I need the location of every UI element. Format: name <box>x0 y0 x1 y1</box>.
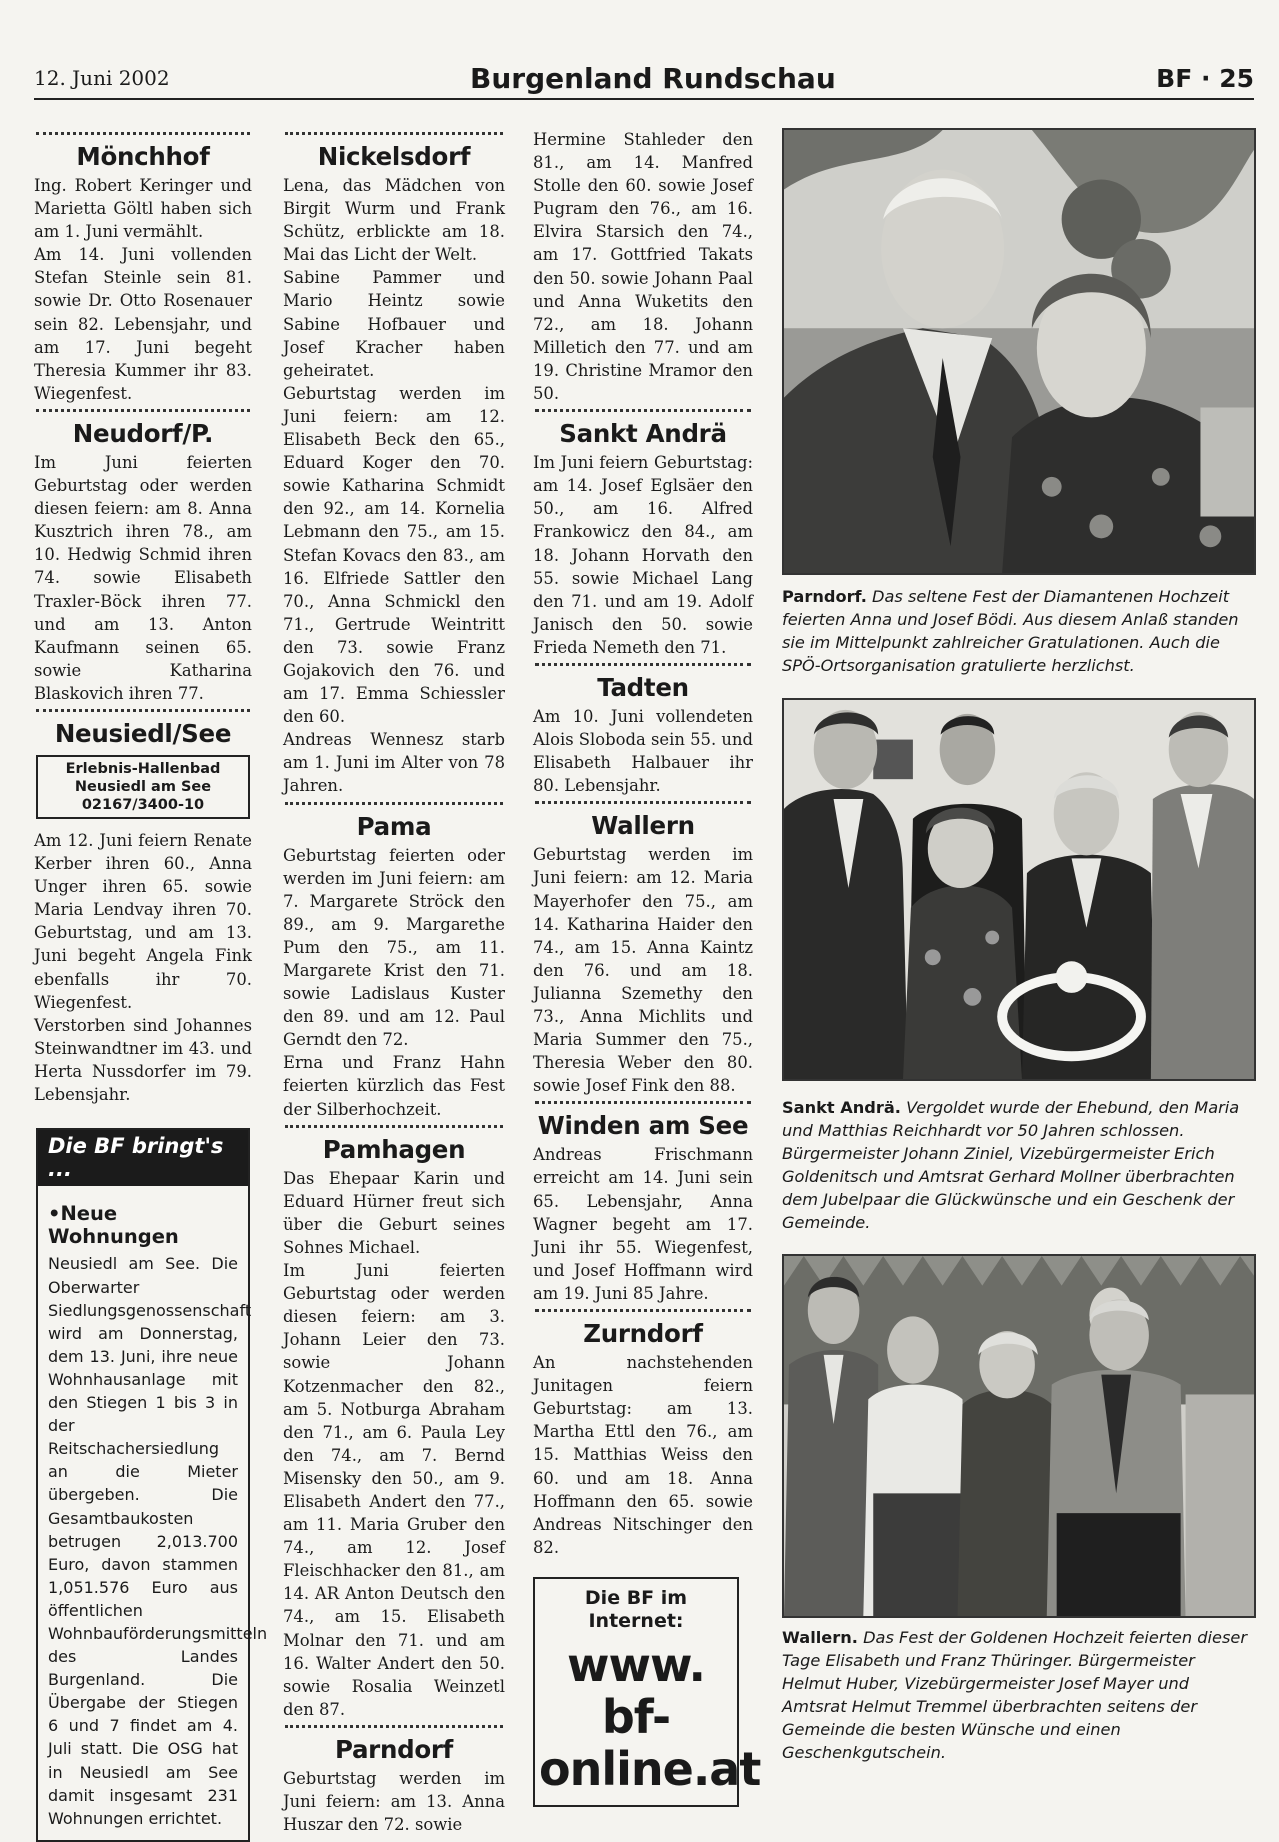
section-title-pamhagen: Pamhagen <box>322 1134 466 1164</box>
website-url-link[interactable] <box>539 1638 761 1797</box>
paragraph: Lena, das Mädchen von Birgit Wurm und Frank Schütz, erblickte am 18. Mai das Licht der Welt. <box>283 176 505 265</box>
section-text <box>533 1351 753 1559</box>
paragraph: Am 14. Juni vollenden Stefan Steinle sein 81. sowie Dr. Otto Rosenauer sein 82. Lebensjahr, und am 17. Juni begeht Theresia Kummer ihr 83. Wiegenfest. <box>34 245 252 403</box>
page-header <box>34 62 1254 100</box>
section-title-nickelsdorf: Nickelsdorf <box>317 142 471 171</box>
url-part: www. <box>566 1638 706 1693</box>
section-text <box>533 705 753 797</box>
issue-date: 12. Juni 2002 <box>34 66 170 90</box>
paragraph: Im Juni feierten Geburtstag oder werden diesen feiern: am 3. Johann Leier den 73. sowie Johann Kotzenmacher den 82., am 5. Notburga Abraham den 71., am 6. Paula Ley den 74., am 7. Bernd Misensky den 50., am 9. Elisabeth Andert den 77., am 11. Maria Gruber den 74., am 12. Josef Fleischhacker den 81., am 14. AR Anton Deutsch den 74., am 15. Elisabeth Molnar den 71. und am 16. Walter Andert den 50. sowie Rosalia Weinzetl den 87. <box>283 1261 505 1719</box>
dotted-divider <box>285 1125 503 1131</box>
bf-box-subheading: •Neue Wohnungen <box>48 1202 179 1249</box>
hallenbad-info-box <box>36 755 250 819</box>
group-photo-graphic <box>784 700 1254 1079</box>
info-line: Neusiedl am See <box>74 778 212 795</box>
caption-sankt-andrae <box>782 1096 1258 1234</box>
paragraph: Geburtstag werden im Juni feiern: am 12. Elisabeth Beck den 65., Eduard Koger den 70. sowie Katharina Schmidt den 92., am 14. Kornelia Lebmann den 75., am 15. Stefan Kovacs den 83., am 16. Elfriede Sattler den 70., Anna Schmickl den 71., Gertrude Weintritt den 73. sowie Franz Gojakovich den 76. und am 17. Emma Schiessler den 60. <box>283 383 505 727</box>
section-title-zurndorf: Zurndorf <box>583 1319 703 1349</box>
section-text <box>533 843 753 1097</box>
photo-sankt-andrae-group <box>782 698 1256 1081</box>
section-title-moenchhof: Mönchhof <box>76 142 210 171</box>
section-title-parndorf: Parndorf <box>334 1734 454 1764</box>
section-text <box>283 1167 505 1721</box>
dotted-divider <box>535 663 751 669</box>
dotted-divider <box>535 409 751 415</box>
paragraph: Im Juni feierten Geburtstag oder werden diesen feiern: am 8. Anna Kusztrich ihren 78., am 10. Hedwig Schmid ihren 74. sowie Elisabeth Traxler-Böck ihren 77. und am 13. Anton Kaufmann seinen 65. sowie Katharina Blaskovich ihren 77. <box>34 452 252 703</box>
column-2 <box>283 128 505 1836</box>
paragraph: Andreas Wennesz starb am 1. Juni im Alter von 78 Jahren. <box>283 730 505 796</box>
paragraph: Geburtstag feierten oder werden im Juni feiern: am 7. Margarete Ströck den 89., am 9. Margarethe Pum den 75., am 11. Margarete Krist den 71. sowie Ladislaus Kuster den 89. und am 12. Paul Gerndt den 72. <box>283 845 505 1050</box>
section-text <box>34 829 252 1106</box>
paragraph: Neusiedl am See. Die Oberwarter Siedlungsgenossenschaft wird am Donnerstag, dem 13. Juni, ihre neue Wohnhausanlage mit den Stiegen 1 bis 3 in der Reitschachersiedlung an die Mieter übergeben. Die Gesamtbaukosten betrugen 2,013.700 Euro, davon stammen 1,051.576 Euro aus öffentlichen Wohnbauförderungsmitteln des Landes Burgenland. Die Übergabe der Stiegen 6 und 7 findet am 4. Juli statt. Die OSG hat in Neusiedl am See damit insgesamt 231 Wohnungen errichtet. <box>48 1254 268 1828</box>
dotted-divider <box>535 1101 751 1107</box>
info-phone: 02167/3400-10 <box>81 796 205 813</box>
caption-wallern <box>782 1626 1258 1764</box>
column-1 <box>34 128 268 1842</box>
paragraph: Geburtstag werden im Juni feiern: am 12. Maria Mayerhofer den 75., am 14. Katharina Haider den 74., am 15. Anna Kaintz den 76. und am 18. Julianna Szemethy den 73., Anna Michlits und Maria Summer den 75., Theresia Weber den 80. sowie Josef Fink den 88. <box>533 845 753 1096</box>
caption-text: Das Fest der Goldenen Hochzeit feierten dieser Tage Elisabeth und Franz Thüringer. Bürgermeister Helmut Huber, Vizebürgermeister Josef Mayer und Amtsrat Helmut Tremmel überbrachten seitens der Gemeinde die besten Wünsche und einen Geschenkgutschein. <box>782 1628 1248 1762</box>
section-text <box>34 174 252 405</box>
dotted-divider <box>535 1309 751 1315</box>
internet-ad-label: Die BF im Internet: <box>584 1586 688 1632</box>
paragraph: Sabine Pammer und Mario Heintz sowie Sabine Hofbauer und Josef Kracher haben geheiratet. <box>283 268 505 380</box>
paragraph: Hermine Stahleder den 81., am 14. Manfred Stolle den 60. sowie Josef Pugram den 76., am 16. Elvira Starsich den 74., am 17. Gottfried Takats den 50. sowie Johann Paal und Anna Wuketits den 72., am 18. Johann Milletich den 77. und am 19. Christine Mramor den 50. <box>533 130 753 404</box>
caption-text: Vergoldet wurde der Ehebund, den Maria und Matthias Reichhardt vor 50 Jahren schlossen. Bürgermeister Johann Ziniel, Vizebürgermeister Erich Goldenitsch und Amtsrat Gerhard Mollner überbrachten dem Jubelpaar die Glückwünsche und ein Geschenk der Gemeinde. <box>782 1098 1240 1232</box>
section-title-neudorf: Neudorf/P. <box>72 418 214 448</box>
dotted-divider <box>285 1725 503 1731</box>
bf-bringts-box <box>36 1128 268 1842</box>
photo-wallern-group <box>782 1254 1256 1618</box>
paragraph: Erna und Franz Hahn feierten kürzlich das Fest der Silberhochzeit. <box>283 1053 505 1119</box>
caption-place: Sankt Andrä. <box>782 1098 901 1117</box>
paragraph: Am 12. Juni feiern Renate Kerber ihren 60., Anna Unger ihren 65. sowie Maria Lendvay ihren 70. Geburtstag, und am 13. Juni begeht Angela Fink ebenfalls ihr 70. Wiegenfest. <box>34 830 252 1012</box>
caption-place: Wallern. <box>782 1628 858 1647</box>
paragraph: Am 10. Juni vollendeten Alois Sloboda sein 55. und Elisabeth Halbauer ihr 80. Lebensjahr. <box>533 706 753 796</box>
section-text <box>533 128 753 405</box>
section-text <box>283 844 505 1121</box>
url-part: online.at <box>539 1742 761 1797</box>
paragraph: An nachstehenden Junitagen feiern Geburtstag: am 13. Martha Ettl den 76., am 15. Matthias Weiss den 60. und am 18. Anna Hoffmann den 65. sowie Andreas Nitschinger den 82. <box>533 1353 753 1557</box>
section-title-tadten: Tadten <box>597 672 689 702</box>
newspaper-title: Burgenland Rundschau <box>470 62 836 95</box>
outdoor-group-photo-graphic <box>784 1256 1254 1616</box>
paragraph: Ing. Robert Keringer und Marietta Göltl haben sich am 1. Juni vermählt. <box>34 176 252 242</box>
bf-box-heading: Die BF bringt's ... <box>38 1130 248 1186</box>
caption-parndorf <box>782 585 1258 677</box>
dotted-divider <box>285 802 503 808</box>
section-title-wallern: Wallern <box>591 811 695 841</box>
column-3 <box>533 128 761 1807</box>
paragraph: Verstorben sind Johannes Steinwandtner im 43. und Herta Nussdorfer im 79. Lebensjahr. <box>34 1015 252 1104</box>
section-title-winden: Winden am See <box>537 1111 749 1141</box>
section-title-pama: Pama <box>356 811 432 841</box>
section-title-sankt-andrae: Sankt Andrä <box>559 419 727 449</box>
section-text <box>533 1143 753 1305</box>
paragraph: Im Juni feiern Geburtstag: am 14. Josef Eglsäer den 50., am 16. Alfred Frankowicz den 84., am 18. Johann Horvath den 55. sowie Michael Lang den 71. und am 19. Adolf Janisch den 50. sowie Frieda Nemeth den 71. <box>533 453 753 657</box>
dotted-divider <box>285 132 503 138</box>
dotted-divider <box>36 132 250 138</box>
paragraph: Andreas Frischmann erreicht am 14. Juni sein 65. Lebensjahr, Anna Wagner begeht am 17. Juni ihr 55. Wiegenfest, und Josef Hoffmann wird am 19. Juni 85 Jahre. <box>533 1145 753 1303</box>
dotted-divider <box>535 801 751 807</box>
dotted-divider <box>36 409 250 415</box>
caption-place: Parndorf. <box>782 587 867 606</box>
section-text <box>283 174 505 798</box>
page-number: BF · 25 <box>1156 64 1254 93</box>
info-line: Erlebnis-Hallenbad <box>65 760 221 777</box>
dotted-divider <box>36 709 250 715</box>
internet-ad-box <box>533 1577 761 1807</box>
paragraph: Geburtstag werden im Juni feiern: am 13. Anna Huszar den 72. sowie <box>283 1768 505 1835</box>
section-text <box>533 451 753 659</box>
paragraph: Das Ehepaar Karin und Eduard Hürner freut sich über die Geburt seines Sohnes Michael. <box>283 1168 505 1257</box>
photo-parndorf-couple <box>782 128 1256 575</box>
section-text <box>34 451 252 705</box>
couple-photo-graphic <box>784 130 1254 573</box>
bf-box-body <box>38 1186 268 1840</box>
caption-text: Das seltene Fest der Diamantenen Hochzeit feierten Anna und Josef Bödi. Aus diesem Anlaß standen sie im Mittelpunkt zahlreicher Gratulationen. Auch die SPÖ-Ortsorganisation gratulierte herzlichst. <box>782 587 1239 675</box>
url-part: bf- <box>601 1690 671 1745</box>
section-title-neusiedl: Neusiedl/See <box>54 718 232 748</box>
section-text <box>283 1767 505 1836</box>
